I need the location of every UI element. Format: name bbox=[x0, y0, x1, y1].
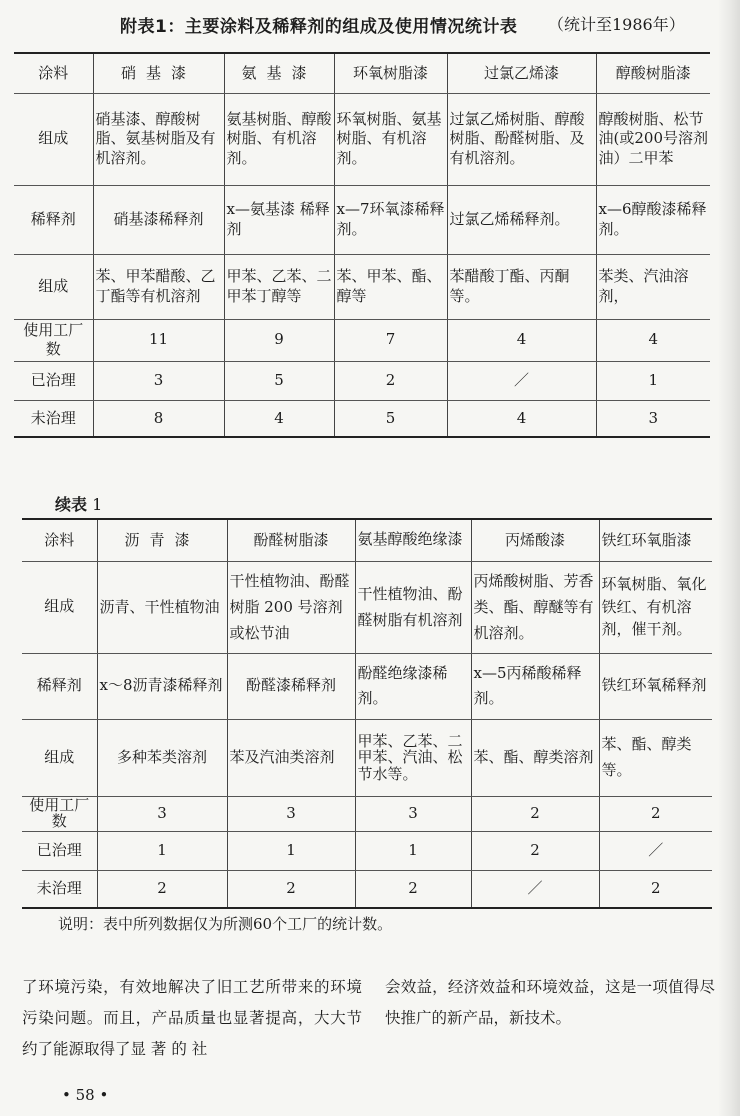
cell: 环氧树脂、氨基树脂、有机溶剂。 bbox=[334, 93, 447, 185]
cell: 酚醛树脂漆 bbox=[227, 519, 355, 561]
cell: 铁红环氧脂漆 bbox=[599, 519, 712, 561]
cell: 2 bbox=[471, 796, 599, 831]
cell: 干性植物油、酚醛树脂有机溶剂 bbox=[355, 561, 471, 653]
coatings-table-2 bbox=[22, 518, 712, 909]
row-label: 组成 bbox=[14, 254, 93, 319]
table-row-composition bbox=[14, 93, 710, 185]
cell: 硝基漆稀释剂 bbox=[93, 185, 224, 254]
cell: 苯、酯、醇类等。 bbox=[599, 719, 712, 796]
cell: ／ bbox=[599, 831, 712, 870]
table-row-thinner-composition bbox=[14, 254, 710, 319]
table-row-treated bbox=[22, 831, 712, 870]
row-label: 组成 bbox=[14, 93, 93, 185]
cell: 5 bbox=[334, 400, 447, 437]
cell: x—7环氧漆稀释剂。 bbox=[334, 185, 447, 254]
row-label: 稀释剂 bbox=[22, 653, 97, 719]
cell: 酚醛漆稀释剂 bbox=[227, 653, 355, 719]
cell: 2 bbox=[355, 870, 471, 908]
page-number: • 58 • bbox=[62, 1086, 109, 1104]
cell: 9 bbox=[224, 319, 334, 361]
cell: 3 bbox=[97, 796, 227, 831]
cell: 2 bbox=[334, 361, 447, 400]
table-row-coating bbox=[22, 519, 712, 561]
cell: 环氧树脂、氧化铁红、有机溶剂，催干剂。 bbox=[599, 561, 712, 653]
cell: 丙烯酸漆 bbox=[471, 519, 599, 561]
cell: 环氧树脂漆 bbox=[334, 53, 447, 93]
body-text-right-column: 会效益，经济效益和环境效益，这是一项值得尽快推广的新产品，新技术。 bbox=[385, 978, 715, 1027]
cell: 1 bbox=[355, 831, 471, 870]
table-note: 说明：表中所列数据仅为所测60个工厂的统计数。 bbox=[58, 915, 393, 933]
cell: 苯、甲苯醋酸、乙丁酯等有机溶剂 bbox=[93, 254, 224, 319]
cell: 多种苯类溶剂 bbox=[97, 719, 227, 796]
table-title: 附表1：主要涂料及稀释剂的组成及使用情况统计表 bbox=[120, 17, 518, 37]
cell: 酚醛绝缘漆稀剂。 bbox=[355, 653, 471, 719]
table-row-coating bbox=[14, 53, 710, 93]
table-row-thinner bbox=[14, 185, 710, 254]
table-row-untreated bbox=[22, 870, 712, 908]
row-label: 使用工厂数 bbox=[22, 796, 97, 831]
cell: 3 bbox=[227, 796, 355, 831]
cell: 7 bbox=[334, 319, 447, 361]
cell: 甲苯、乙苯、二甲苯、汽油、松节水等。 bbox=[355, 719, 471, 796]
row-label: 已治理 bbox=[14, 361, 93, 400]
cell: 沥青漆 bbox=[97, 519, 227, 561]
row-label: 使用工厂数 bbox=[14, 319, 93, 361]
cell: 硝基漆 bbox=[93, 53, 224, 93]
table-row-factories-using bbox=[14, 319, 710, 361]
cell: 甲苯、乙苯、二甲苯丁醇等 bbox=[224, 254, 334, 319]
cell: x～8沥青漆稀释剂 bbox=[97, 653, 227, 719]
table-row-treated bbox=[14, 361, 710, 400]
cell: 苯、酯、醇类溶剂 bbox=[471, 719, 599, 796]
cell: 1 bbox=[97, 831, 227, 870]
cell: 4 bbox=[224, 400, 334, 437]
page-edge-shadow bbox=[718, 0, 740, 1116]
cell: 苯、甲苯、酯、醇等 bbox=[334, 254, 447, 319]
row-label: 涂料 bbox=[14, 53, 93, 93]
cell: 醇酸树脂、松节油(或200号溶剂油）二甲苯 bbox=[596, 93, 710, 185]
table-row-untreated bbox=[14, 400, 710, 437]
cell: 2 bbox=[471, 831, 599, 870]
cell: 苯类、汽油溶剂， bbox=[596, 254, 710, 319]
table-row-factories-using bbox=[22, 796, 712, 831]
cell: 2 bbox=[599, 796, 712, 831]
cell: 沥青、干性植物油 bbox=[97, 561, 227, 653]
cell: 1 bbox=[596, 361, 710, 400]
cell: x—6醇酸漆稀释剂。 bbox=[596, 185, 710, 254]
cell: x—氨基漆 稀释剂 bbox=[224, 185, 334, 254]
cell: 4 bbox=[447, 400, 596, 437]
cell: 硝基漆、醇酸树脂、氨基树脂及有机溶剂。 bbox=[93, 93, 224, 185]
cell: 醇酸树脂漆 bbox=[596, 53, 710, 93]
cell: 3 bbox=[596, 400, 710, 437]
body-text-left-column: 了环境污染，有效地解决了旧工艺所带来的环境污染问题。而且，产品质量也显著提高，大大节约了能源取得了显 著 的 社 bbox=[22, 978, 362, 1058]
row-label: 未治理 bbox=[14, 400, 93, 437]
cell: 过氯乙烯漆 bbox=[447, 53, 596, 93]
cell: x—5丙稀酸稀释剂。 bbox=[471, 653, 599, 719]
row-label: 未治理 bbox=[22, 870, 97, 908]
table-row-thinner bbox=[22, 653, 712, 719]
row-label: 组成 bbox=[22, 719, 97, 796]
table-row-thinner-composition bbox=[22, 719, 712, 796]
cell: 氨基漆 bbox=[224, 53, 334, 93]
cell: 苯醋酸丁酯、丙酮等。 bbox=[447, 254, 596, 319]
cell: 3 bbox=[355, 796, 471, 831]
cell: 2 bbox=[227, 870, 355, 908]
coatings-table-1 bbox=[14, 52, 710, 438]
cell: 3 bbox=[93, 361, 224, 400]
cell: 干性植物油、酚醛树脂 200 号溶剂或松节油 bbox=[227, 561, 355, 653]
continued-label-text: 续表 bbox=[55, 495, 88, 514]
continued-label-number: 1 bbox=[92, 495, 103, 514]
cell: 5 bbox=[224, 361, 334, 400]
cell: ／ bbox=[447, 361, 596, 400]
row-label: 涂料 bbox=[22, 519, 97, 561]
row-label: 稀释剂 bbox=[14, 185, 93, 254]
table-row-composition bbox=[22, 561, 712, 653]
continued-table-label bbox=[55, 492, 102, 515]
cell: 氨基醇酸绝缘漆 bbox=[355, 519, 471, 561]
cell: 铁红环氧稀释剂 bbox=[599, 653, 712, 719]
cell: 丙烯酸树脂、芳香类、酯、醇醚等有机溶剂。 bbox=[471, 561, 599, 653]
cell: 8 bbox=[93, 400, 224, 437]
row-label: 已治理 bbox=[22, 831, 97, 870]
table-subtitle: （统计至1986年） bbox=[548, 15, 685, 34]
cell: 1 bbox=[227, 831, 355, 870]
cell: 4 bbox=[596, 319, 710, 361]
cell: ／ bbox=[471, 870, 599, 908]
cell: 过氯乙烯树脂、醇酸树脂、酚醛树脂、及有机溶剂。 bbox=[447, 93, 596, 185]
cell: 4 bbox=[447, 319, 596, 361]
cell: 2 bbox=[599, 870, 712, 908]
row-label: 组成 bbox=[22, 561, 97, 653]
cell: 苯及汽油类溶剂 bbox=[227, 719, 355, 796]
cell: 11 bbox=[93, 319, 224, 361]
cell: 过氯乙烯稀释剂。 bbox=[447, 185, 596, 254]
cell: 2 bbox=[97, 870, 227, 908]
cell: 氨基树脂、醇酸树脂、有机溶剂。 bbox=[224, 93, 334, 185]
